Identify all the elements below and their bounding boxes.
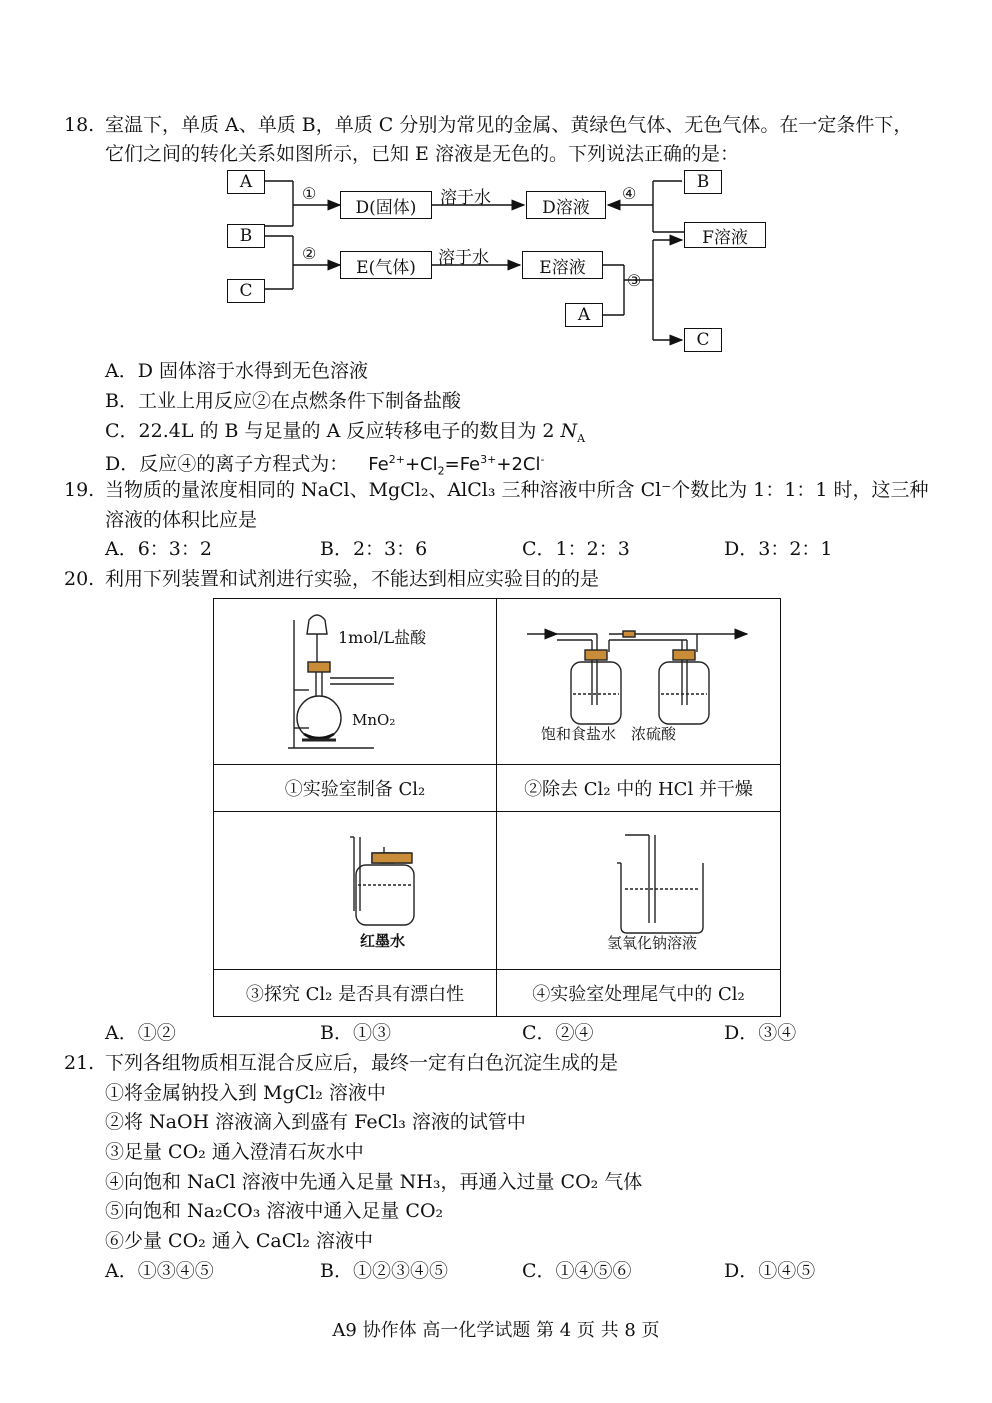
label-dissolve-bottom: 溶于水 bbox=[438, 248, 489, 268]
q20-stem: 利用下列装置和试剂进行实验，不能达到相应实验目的的是 bbox=[105, 568, 600, 590]
node-d-solution: D溶液 bbox=[526, 191, 606, 219]
q19-option-a: A．6：3：2 bbox=[105, 538, 212, 560]
label-hcl: 1mol/L盐酸 bbox=[338, 628, 427, 647]
q18-option-b: B．工业上用反应②在点燃条件下制备盐酸 bbox=[105, 390, 461, 412]
eq-part-4: +2Cl bbox=[496, 454, 541, 475]
caption-1: ①实验室制备 Cl₂ bbox=[214, 765, 497, 812]
label-step-1: ① bbox=[302, 184, 317, 203]
node-e-gas: E(气体) bbox=[340, 251, 432, 279]
q20-apparatus-table bbox=[213, 598, 781, 1017]
q19-option-d: D．3：2：1 bbox=[724, 538, 833, 560]
apparatus-3-cell bbox=[214, 812, 497, 970]
q21-option-d: D．①④⑤ bbox=[724, 1260, 816, 1282]
page-footer: A9 协作体 高一化学试题 第 4 页 共 8 页 bbox=[332, 1320, 660, 1341]
q18-option-c-sub: A bbox=[577, 431, 586, 445]
node-c-left: C bbox=[227, 279, 265, 303]
q20-option-b: B．①③ bbox=[320, 1022, 391, 1044]
eq-sup-1: 2+ bbox=[388, 453, 405, 466]
q18-option-a: A．D 固体溶于水得到无色溶液 bbox=[105, 360, 368, 382]
label-sulfuric-acid: 浓硫酸 bbox=[631, 725, 677, 743]
label-dissolve-top: 溶于水 bbox=[440, 188, 491, 208]
label-step-2: ② bbox=[302, 244, 317, 263]
label-step-3: ③ bbox=[627, 271, 642, 290]
q18-option-d-equation bbox=[368, 453, 545, 478]
q21-option-c: C．①④⑤⑥ bbox=[522, 1260, 632, 1282]
q21-item-1: ①将金属钠投入到 MgCl₂ 溶液中 bbox=[105, 1082, 386, 1104]
q21-option-a: A．①③④⑤ bbox=[105, 1260, 214, 1282]
eq-sup-3: 3+ bbox=[480, 453, 497, 466]
node-f-solution: F溶液 bbox=[684, 222, 766, 248]
q20-option-c: C．②④ bbox=[522, 1022, 594, 1044]
q18-number: 18. bbox=[64, 114, 95, 136]
eq-part-2: +Cl bbox=[404, 454, 438, 475]
q19-option-c: C．1：2：3 bbox=[522, 538, 630, 560]
q21-item-3: ③足量 CO₂ 通入澄清石灰水中 bbox=[105, 1141, 364, 1163]
diagram-connectors bbox=[0, 0, 992, 360]
q18-stem-line2: 它们之间的转化关系如图所示，已知 E 溶液是无色的。下列说法正确的是： bbox=[105, 143, 739, 165]
q18-option-c bbox=[105, 419, 585, 451]
q18-diagram bbox=[0, 0, 992, 360]
q21-item-2: ②将 NaOH 溶液滴入到盛有 FeCl₃ 溶液的试管中 bbox=[105, 1111, 526, 1133]
apparatus-4-cell bbox=[497, 812, 781, 970]
q18-option-d-text: D．反应④的离子方程式为： bbox=[105, 453, 349, 475]
q19-number: 19. bbox=[64, 479, 95, 501]
q19-stem-line2: 溶液的体积比应是 bbox=[105, 509, 258, 531]
q18-option-c-n: N bbox=[560, 420, 578, 442]
node-c-right: C bbox=[684, 328, 722, 352]
q20-option-d: D．③④ bbox=[724, 1022, 797, 1044]
q19-option-b: B．2：3：6 bbox=[320, 538, 428, 560]
q21-item-5: ⑤向饱和 Na₂CO₃ 溶液中通入足量 CO₂ bbox=[105, 1200, 444, 1222]
eq-part-3: =Fe bbox=[444, 454, 481, 475]
q18-option-c-text: C．22.4L 的 B 与足量的 A 反应转移电子的数目为 2 bbox=[105, 420, 555, 442]
node-d-solid: D(固体) bbox=[340, 191, 432, 219]
q20-option-a: A．①② bbox=[105, 1022, 176, 1044]
q21-stem: 下列各组物质相互混合反应后，最终一定有白色沉淀生成的是 bbox=[105, 1052, 619, 1074]
node-b-right: B bbox=[684, 170, 722, 194]
apparatus-2-cell bbox=[497, 599, 781, 765]
node-a-bottom: A bbox=[565, 303, 603, 327]
label-brine: 饱和食盐水 bbox=[541, 725, 617, 743]
caption-2: ②除去 Cl₂ 中的 HCl 并干燥 bbox=[497, 765, 781, 812]
node-e-solution: E溶液 bbox=[522, 251, 603, 279]
q20-number: 20. bbox=[64, 568, 95, 590]
label-step-4: ④ bbox=[622, 184, 637, 203]
eq-sub-2: 2 bbox=[437, 464, 445, 478]
node-a-top: A bbox=[227, 170, 265, 194]
eq-part-1: Fe bbox=[368, 454, 389, 475]
q21-number: 21. bbox=[64, 1052, 95, 1074]
apparatus-3-drawing bbox=[214, 813, 496, 969]
eq-sup-4: - bbox=[540, 453, 545, 466]
q19-stem-line1: 当物质的量浓度相同的 NaCl、MgCl₂、AlCl₃ 三种溶液中所含 Cl⁻个数比为 1：1：1 时，这三种 bbox=[105, 479, 929, 501]
caption-4: ④实验室处理尾气中的 Cl₂ bbox=[497, 970, 781, 1017]
q21-option-b: B．①②③④⑤ bbox=[320, 1260, 448, 1282]
caption-3: ③探究 Cl₂ 是否具有漂白性 bbox=[214, 970, 497, 1017]
q18-stem-line1: 室温下，单质 A、单质 B，单质 C 分别为常见的金属、黄绿色气体、无色气体。在一定条件下， bbox=[105, 114, 913, 136]
label-mno2: MnO₂ bbox=[352, 711, 396, 729]
label-naoh: 氢氧化钠溶液 bbox=[607, 934, 698, 952]
label-red-ink: 红墨水 bbox=[360, 932, 406, 950]
q21-item-4: ④向饱和 NaCl 溶液中先通入足量 NH₃，再通入过量 CO₂ 气体 bbox=[105, 1171, 643, 1193]
node-b-left: B bbox=[227, 224, 265, 248]
q21-item-6: ⑥少量 CO₂ 通入 CaCl₂ 溶液中 bbox=[105, 1230, 373, 1252]
apparatus-1-cell bbox=[214, 599, 497, 765]
